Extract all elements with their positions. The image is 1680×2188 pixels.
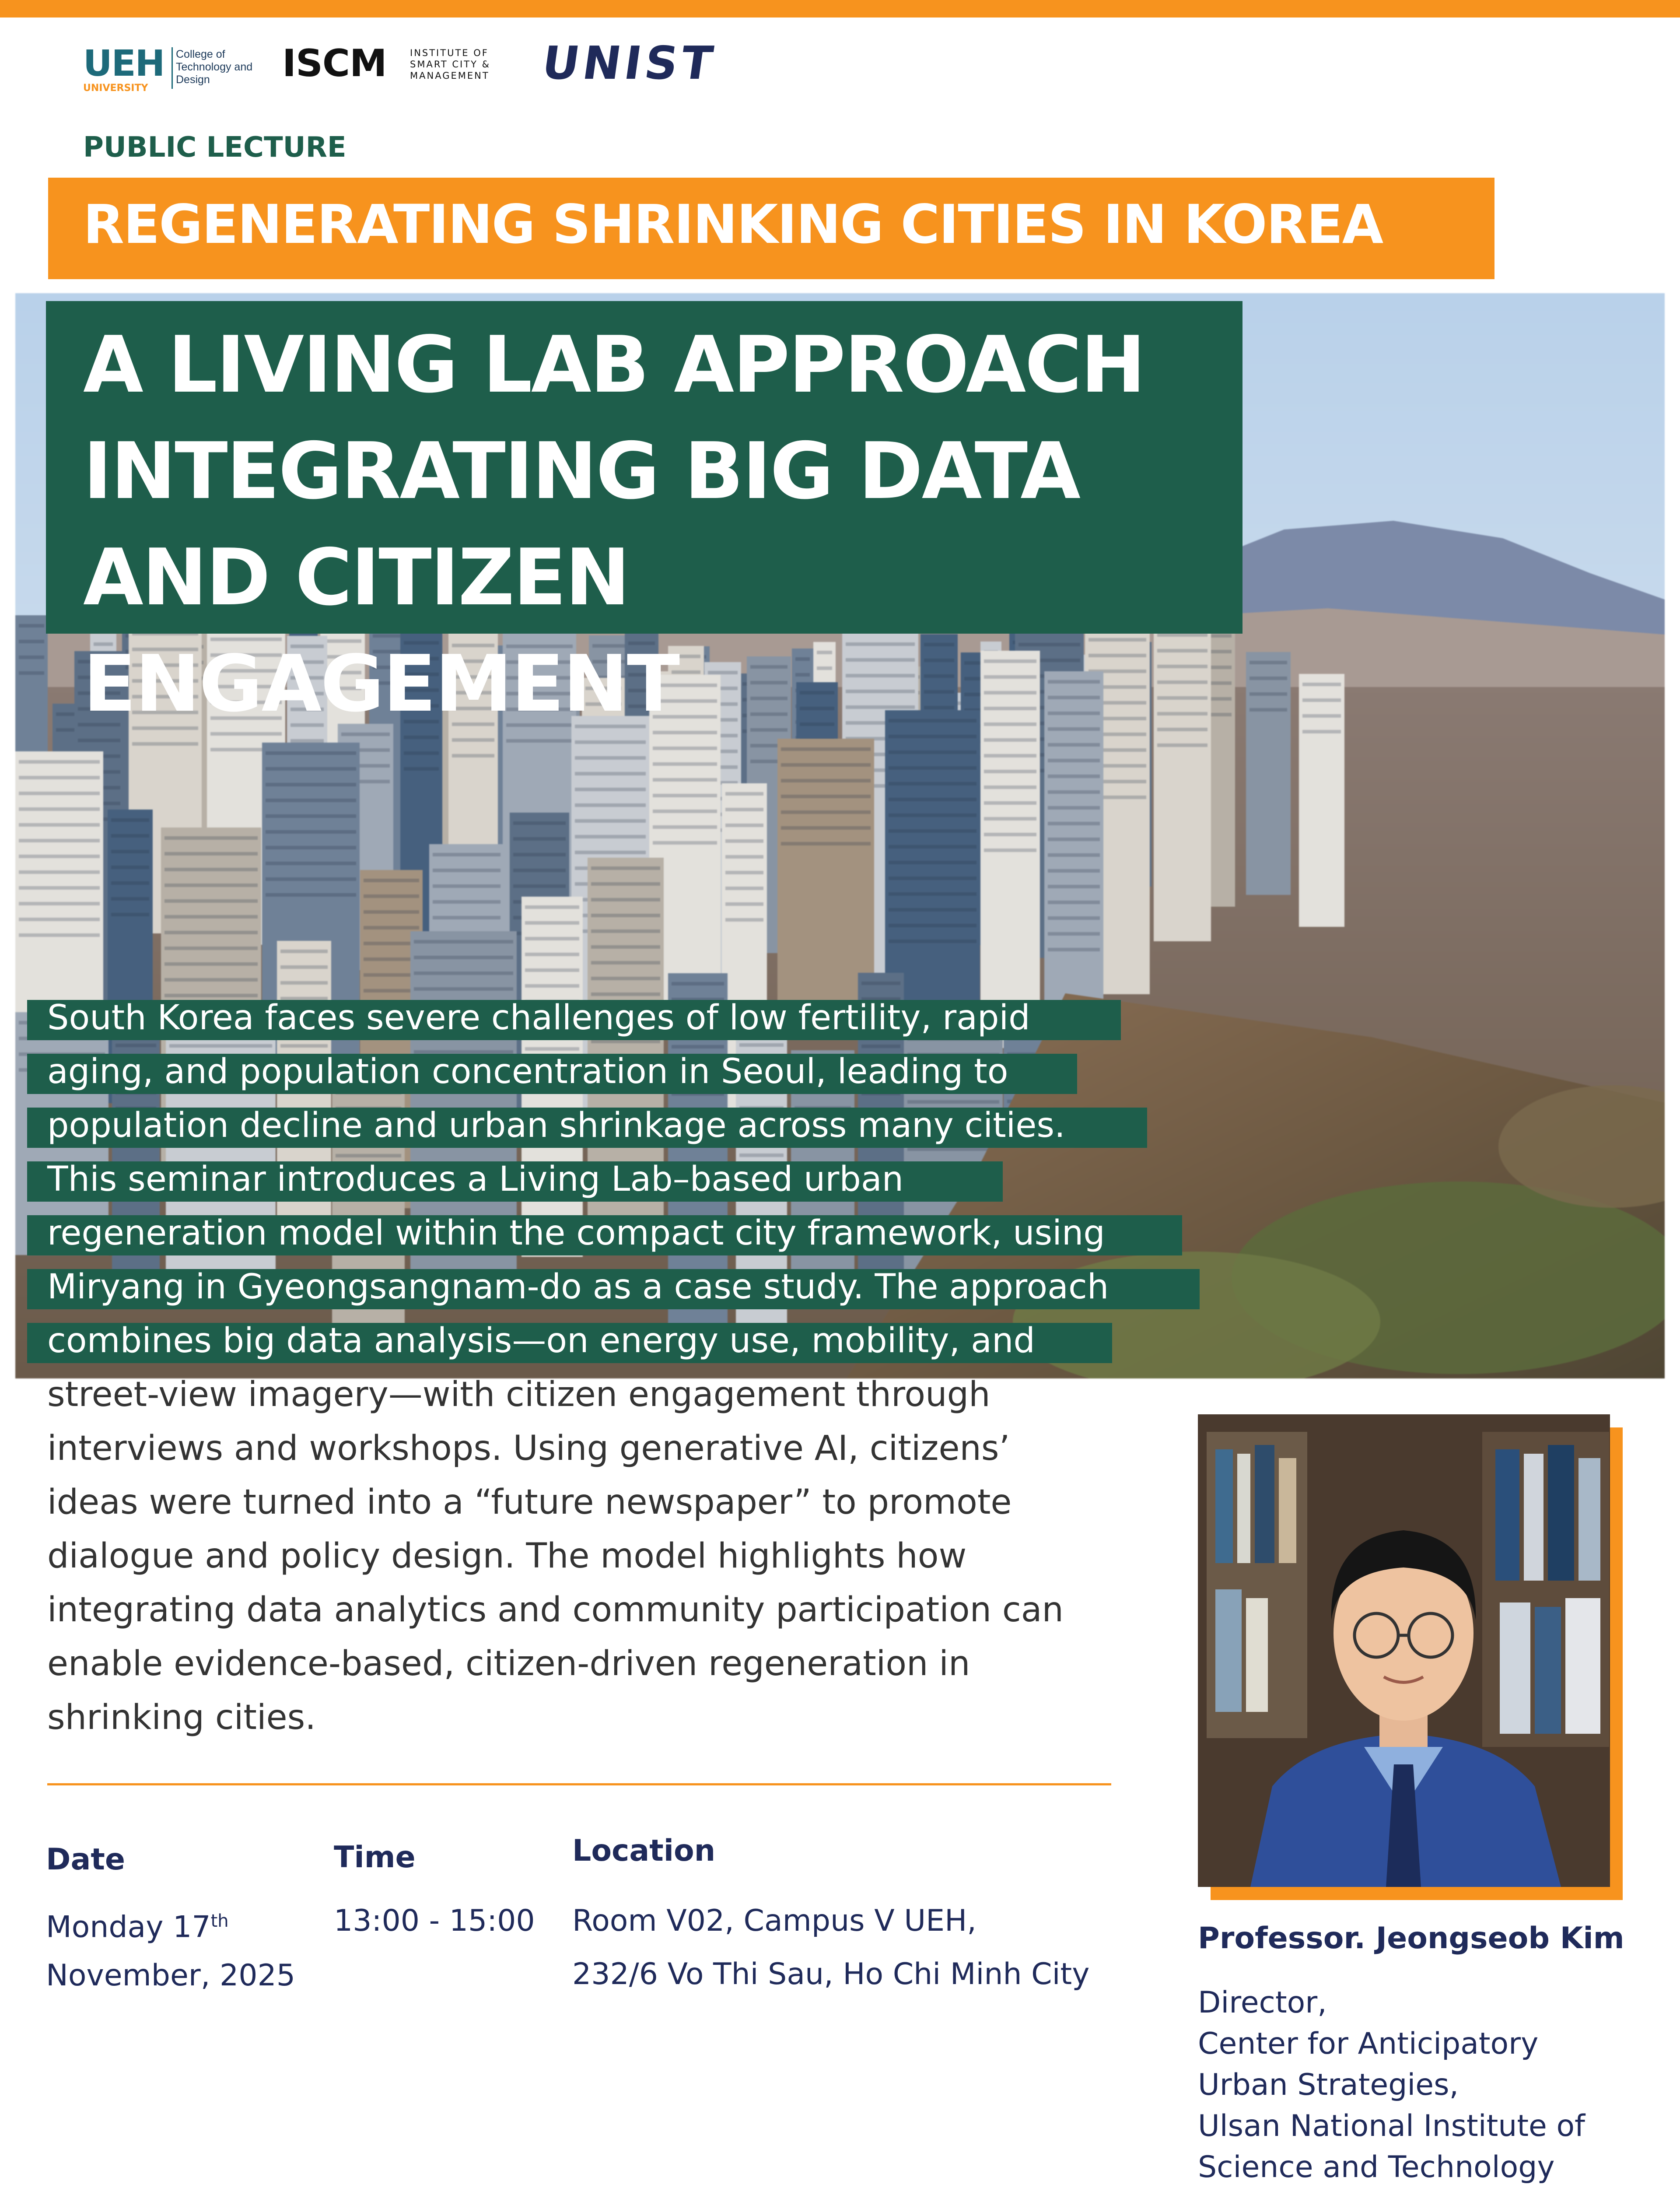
building-window-row [525,968,579,972]
building-window-row [1048,822,1100,825]
iscm-logo: ISCM [282,42,387,85]
unist-logo: UNIST [539,36,720,90]
building-window-row [513,884,566,888]
building-window-row [111,913,149,916]
building-window-row [290,739,324,743]
building-window-row [266,893,356,897]
building-window-row [1048,759,1100,762]
building-window-row [525,937,579,940]
time-label: Time [334,1840,416,1875]
description-line: integrating data analytics and community participation can [47,1590,1064,1630]
building-window-row [889,750,976,754]
logo-divider [172,47,173,89]
building-window-row [280,950,328,953]
building-window-row [575,788,646,791]
building-window-row [1048,743,1100,747]
building-window-row [591,914,660,917]
building-window-row [725,918,763,922]
building-window-row [19,640,44,643]
building-window-row [19,886,100,890]
building-window-row [19,870,100,874]
building-window-row [364,926,419,929]
building-window-row [781,795,871,798]
building-window-row [984,754,1036,757]
building-window-row [513,869,566,872]
building-window-row [433,869,500,872]
building-window-row [889,940,976,943]
title-line: AND CITIZEN ENGAGEMENT [83,532,679,729]
lecture-subtitle: REGENERATING SHRINKING CITIES IN KOREA [83,193,1383,256]
description-line: enable evidence-based, citizen-driven regeneration in [47,1644,970,1683]
building-window-row [575,851,646,854]
building-window-row [19,760,100,764]
building-window-row [984,738,1036,742]
building-window-row [404,751,439,755]
description-line: street-view imagery—with citizen engagement through [47,1375,990,1414]
building [1246,652,1291,895]
building-window-row [725,839,763,843]
building-window-row [591,882,660,886]
building-window-row [525,953,579,956]
building-window-row [525,921,579,925]
building-window-row [452,754,494,757]
building-window-row [364,894,419,898]
building-window-row [364,879,419,882]
building-window-row [1048,838,1100,841]
building-window-row [164,947,258,950]
building-window-row [19,855,100,858]
building-window-row [266,877,356,881]
building-window-row [164,899,258,903]
speaker-role-line: Urban Strategies, [1198,2068,1459,2102]
building-window-row [725,824,763,827]
building-window-row [575,756,646,760]
building-window-row [19,918,100,921]
building-window-row [266,767,356,771]
building-window-row [164,978,258,982]
building-window-row [889,798,976,801]
building-window-row [111,866,149,869]
building-window-row [591,977,660,980]
building-window-row [513,853,566,856]
date-month-year: November, 2025 [46,1958,296,1993]
building-window-row [653,762,717,766]
building-window-row [1302,730,1341,733]
description-line: regeneration model within the compact city framework, using [47,1213,1105,1253]
building-window-row [591,866,660,870]
building-window-row [1157,743,1208,747]
building-window-row [984,801,1036,805]
building-window-row [266,830,356,834]
description-line: combines big data analysis—on energy use, mobility, and [47,1321,1035,1360]
building-window-row [889,845,976,849]
title-line: INTEGRATING BIG DATA [83,426,1080,516]
building-window-row [725,792,763,796]
building-window-row [672,982,724,985]
building-window-row [164,868,258,871]
building-window-row [364,910,419,914]
building-window-row [111,818,149,822]
building-window-row [1250,708,1287,712]
description-line: shrinking cities. [47,1698,316,1737]
building-window-row [164,931,258,934]
building-window-row [781,842,871,845]
iscm-logo-subtext: INSTITUTE OF SMART CITY & MANAGEMENT [410,48,490,81]
building-window-row [404,767,439,771]
building-window-row [781,779,871,782]
building-window-row [164,884,258,887]
speaker-affiliation [1198,1982,1657,2188]
building-window-row [725,887,763,890]
location-line-2: 232/6 Vo Thi Sau, Ho Chi Minh City [572,1957,1090,1992]
speaker-role-line: Science and Technology [1198,2150,1555,2184]
building-window-row [433,916,500,919]
building-window-row [1048,790,1100,794]
description-line: aging, and population concentration in Seoul, leading to [47,1052,1008,1091]
building-window-row [575,819,646,823]
building-window-row [452,738,494,742]
building-window-row [889,877,976,880]
building-window-row [1302,683,1341,686]
building-window-row [1048,885,1100,888]
building-window-row [111,881,149,885]
building-window-row [725,871,763,874]
building-window-row [889,766,976,770]
building-window-row [653,794,717,797]
building-window-row [266,846,356,849]
description-line: population decline and urban shrinkage across many cities. [47,1106,1065,1145]
description-line: dialogue and policy design. The model highlights how [47,1536,967,1576]
building-window-row [653,778,717,782]
building-window-row [266,814,356,818]
speaker-role-line: Director, [1198,1985,1327,2020]
date-suffix: th [210,1911,229,1931]
building-window-row [861,982,900,985]
building-window-row [78,739,120,742]
building-window-row [19,656,44,659]
building-window-row [725,855,763,859]
ueh-college-name: College of Technology and Design [176,48,253,86]
building-window-row [164,836,258,840]
building-window-row [433,900,500,904]
building-window-row [19,776,100,779]
building-window-row [653,810,717,813]
building-window-row [781,747,871,751]
building-window-row [506,739,573,743]
description-line: This seminar introduces a Living Lab–based urban [47,1160,904,1199]
building-window-row [414,971,513,975]
date-value [46,1895,229,1954]
lecture-description [47,991,1167,1745]
building-window-row [1250,692,1287,696]
building-window-row [1048,932,1100,936]
building-window-row [591,898,660,901]
building-window-row [889,782,976,785]
building-window-row [653,747,717,750]
building-window-row [984,817,1036,820]
building-window-row [1048,853,1100,857]
building-window-row [525,905,579,909]
time-value: 13:00 - 15:00 [334,1904,535,1938]
building-window-row [111,834,149,838]
building-window-row [1048,948,1100,951]
building-window-row [653,841,717,845]
building-window-row [889,813,976,817]
building-window-row [889,924,976,927]
building-window-row [414,956,513,959]
building-window-row [513,821,566,825]
building-window-row [111,850,149,853]
building-window-row [725,808,763,811]
building-window-row [575,740,646,744]
description-line: interviews and workshops. Using generative AI, citizens’ [47,1429,1010,1468]
location-line-1: Room V02, Campus V UEH, [572,1904,976,1938]
building-window-row [984,849,1036,852]
building-window-row [266,862,356,865]
building-window-row [1048,901,1100,904]
date-day: Monday 17 [46,1910,211,1945]
building-window-row [19,671,44,675]
building-window-row [164,915,258,919]
building-window-row [19,933,100,937]
building-window-row [591,945,660,949]
building-window-row [433,853,500,856]
building-window-row [1302,698,1341,702]
building-window-row [414,987,513,991]
building-window-row [889,892,976,896]
building-window-row [1302,714,1341,718]
building-window-row [280,981,328,985]
description-line: ideas were turned into a “future newspaper” to promote [47,1483,1012,1522]
building-window-row [653,825,717,829]
building-window-row [164,852,258,856]
ueh-logo-text: UEH [83,43,164,84]
event-type-label: PUBLIC LECTURE [83,131,346,164]
speaker-photo [1198,1414,1610,1887]
title-line: A LIVING LAB APPROACH [83,319,1144,410]
building-window-row [591,929,660,933]
building-window-row [19,839,100,842]
building-window-row [725,902,763,906]
lecture-title [83,312,1238,737]
building-window-row [525,984,579,988]
building-window-row [781,810,871,814]
building-window-row [984,770,1036,773]
building-window-row [280,965,328,969]
description-line: Miryang in Gyeongsangnam-do as a case study. The approach [47,1267,1109,1307]
building-window-row [266,751,356,755]
ueh-logo-subtext: UNIVERSITY [83,83,148,94]
date-label: Date [46,1842,125,1877]
building-window-row [111,897,149,901]
building-window-row [889,908,976,912]
building-window-row [19,624,44,628]
building [1299,674,1344,927]
building-window-row [1048,869,1100,873]
building-window-row [1048,916,1100,920]
top-accent-bar [0,0,1680,18]
building-window-row [19,823,100,827]
speaker-role-line: Ulsan National Institute of [1198,2109,1585,2143]
building-window-row [266,799,356,802]
building-window-row [591,961,660,964]
building-window-row [433,884,500,888]
ueh-logo [83,43,171,96]
building-window-row [889,861,976,864]
description-line: South Korea faces severe challenges of low fertility, rapid [47,998,1030,1038]
building-window-row [984,833,1036,836]
section-divider [47,1783,1111,1785]
building-window-row [1048,806,1100,810]
building-window-row [414,940,513,943]
building-window-row [984,785,1036,789]
building-window-row [19,792,100,795]
building-window-row [164,962,258,966]
building-window-row [1048,775,1100,778]
speaker-role-line: Center for Anticipatory [1198,2027,1539,2061]
location-label: Location [572,1834,716,1868]
building-window-row [575,803,646,807]
building-window-row [575,835,646,838]
building-window-row [889,829,976,833]
building-window-row [132,742,198,746]
building-window-row [513,837,566,841]
building-window-row [19,807,100,811]
building-window-row [266,783,356,786]
building-window-row [781,826,871,830]
building-window-row [1250,677,1287,680]
building-window-row [575,772,646,775]
building-window-row [19,902,100,905]
speaker-name: Professor. Jeongseob Kim [1198,1921,1624,1956]
building-window-row [781,763,871,767]
building-window-row [1250,661,1287,664]
